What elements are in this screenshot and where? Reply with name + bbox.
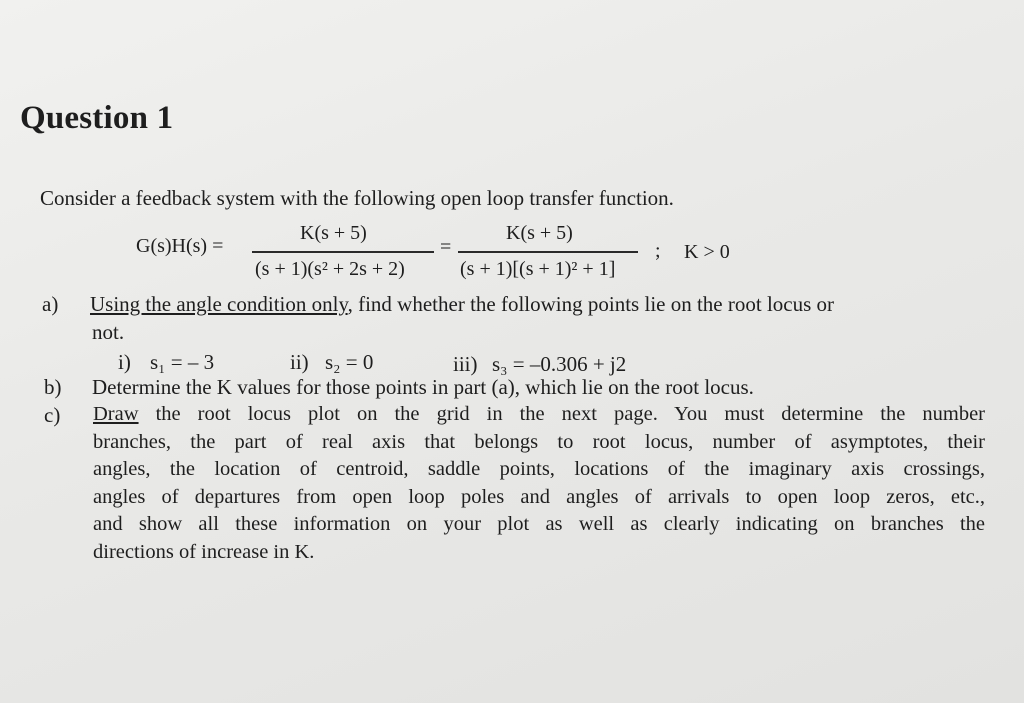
equals-sign: = xyxy=(440,236,452,258)
fraction2-denominator: (s + 1)[(s + 1)² + 1] xyxy=(460,258,616,280)
part-c-line4: angles of departures from open loop poles and angles of arrivals to open loop zeros, etc., xyxy=(93,485,985,508)
part-b-marker: b) xyxy=(44,375,62,399)
part-a-underlined: Using the angle condition only xyxy=(90,292,348,316)
point-3-text: s₃ = –0.306 + j2 xyxy=(492,352,627,376)
part-c-underlined: Draw xyxy=(93,403,139,425)
part-b-text: Determine the K values for those points in part (a), which lie on the root locus. xyxy=(92,375,754,399)
fraction1-denominator: (s + 1)(s² + 2s + 2) xyxy=(255,258,405,280)
part-c-paragraph xyxy=(93,401,985,566)
part-c-line2: branches, the part of real axis that belongs to root locus, number of asymptotes, their xyxy=(93,430,985,453)
fraction1-bar xyxy=(252,251,434,253)
fraction1-numerator: K(s + 5) xyxy=(300,222,367,244)
part-a-line1 xyxy=(90,292,834,317)
point-1-marker: i) xyxy=(118,350,131,374)
part-a-rest: , find whether the following points lie on the root locus or xyxy=(347,292,835,316)
part-c-line1: Draw the root locus plot on the grid in the next page. You must determine the number xyxy=(93,403,985,425)
fraction2-numerator: K(s + 5) xyxy=(506,222,573,244)
point-1-text: s₁ = – 3 xyxy=(150,350,215,374)
part-a-line2: not. xyxy=(92,320,125,344)
part-c-line3: angles, the location of centroid, saddle points, locations of the imaginary axis crossings, xyxy=(93,458,985,480)
point-2-marker: ii) xyxy=(290,350,309,374)
fraction2-bar xyxy=(458,251,638,253)
point-2-text: s₂ = 0 xyxy=(325,350,374,374)
part-c-line6: directions of increase in K. xyxy=(93,540,315,563)
point-3-marker: iii) xyxy=(453,352,478,376)
intro-text: Consider a feedback system with the following open loop transfer function. xyxy=(40,186,674,210)
part-a-marker: a) xyxy=(42,292,59,316)
question-title: Question 1 xyxy=(20,100,174,136)
gain-condition: K > 0 xyxy=(684,241,730,263)
part-c-marker: c) xyxy=(44,403,61,427)
equation-lhs: G(s)H(s) = xyxy=(136,235,224,257)
equation-separator: ; xyxy=(655,240,661,262)
part-c-line5: and show all these information on your plot as well as clearly indicating on branches the xyxy=(93,513,985,535)
